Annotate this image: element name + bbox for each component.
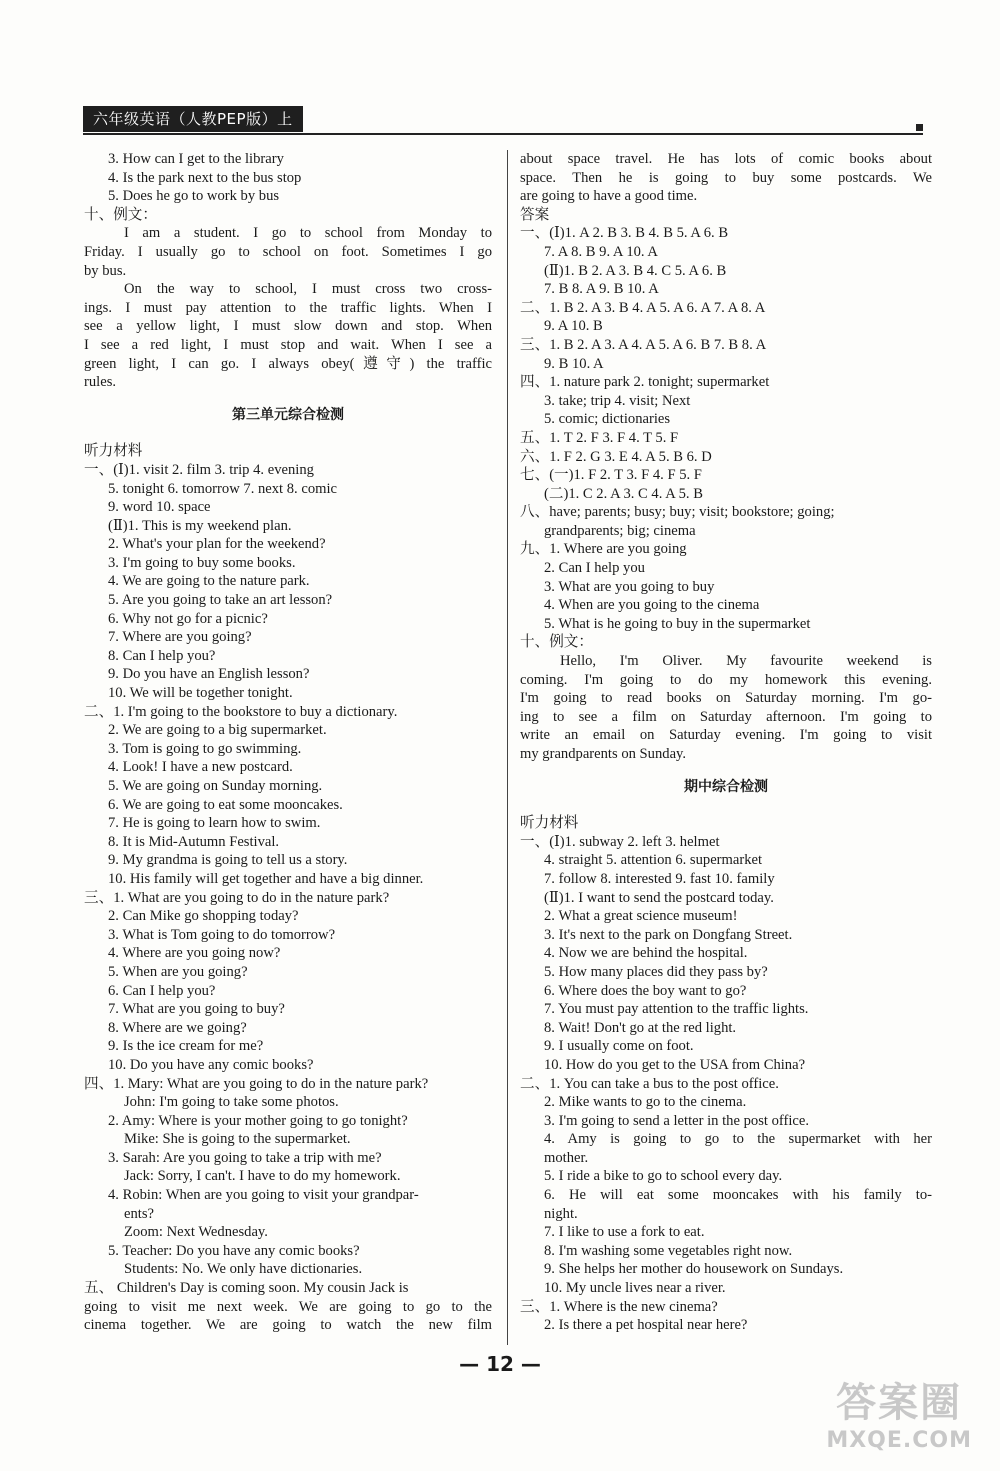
text-line: 3. It's next to the park on Dongfang Street. [544, 926, 793, 943]
text-line: 6. Why not go for a picnic? [108, 610, 268, 627]
text-line: 6. Can I help you? [108, 982, 216, 999]
essay-line: green light, I can go. I always obey(遵守) the traffic [84, 355, 492, 372]
listening-label: 听力材料 [84, 443, 143, 460]
text-line: 二、1. You can take a bus to the post office. [520, 1075, 779, 1092]
text-line: 7. You must pay attention to the traffic lights. [544, 1001, 809, 1018]
answer-line: 七、(一)1. F 2. T 3. F 4. F 5. F [520, 467, 702, 484]
text-line: 7. follow 8. interested 9. fast 10. family [544, 870, 775, 887]
answer-line: 三、1. B 2. A 3. A 4. A 5. A 6. B 7. B 8. A [520, 336, 767, 353]
footer-dash: — [459, 1352, 480, 1376]
section-title: 第三单元综合检测 [232, 406, 344, 423]
text-line: 7. Where are you going? [108, 629, 252, 646]
text-line: 5. How many places did they pass by? [544, 963, 768, 980]
answer-line: 7. A 8. B 9. A 10. A [544, 243, 658, 260]
text-line: 10. How do you get to the USA from China? [544, 1056, 806, 1073]
essay-line: ings. I must pay attention to the traffic lights. When I [84, 299, 492, 316]
text-line: 7. I like to use a fork to eat. [544, 1224, 705, 1241]
text-line: 8. Can I help you? [108, 647, 216, 664]
text-line: night. [544, 1205, 578, 1222]
text-line: 二、1. I'm going to the bookstore to buy a dictionary. [84, 703, 398, 720]
answer-line: 9. B 10. A [544, 355, 604, 372]
answer-line: 五、1. T 2. F 3. F 4. T 5. F [520, 429, 679, 446]
text-line: 6. Where does the boy want to go? [544, 982, 747, 999]
text-line: 9. She helps her mother do housework on Sundays. [544, 1261, 844, 1278]
text-line: 9. Do you have an English lesson? [108, 666, 310, 683]
text-line: John: I'm going to take some photos. [124, 1094, 339, 1111]
text-line: 5. Are you going to take an art lesson? [108, 592, 333, 609]
text-line: 7. He is going to learn how to swim. [108, 815, 321, 832]
answer-line: 一、(Ⅰ)1. A 2. B 3. B 4. B 5. A 6. B [520, 225, 729, 242]
text-line: 10. We will be together tonight. [108, 685, 293, 702]
book-title: 六年级英语（人教PEP版）上 [83, 106, 303, 132]
text-line: 一、(Ⅰ)1. subway 2. left 3. helmet [520, 833, 720, 850]
text-line: 6. We are going to eat some mooncakes. [108, 796, 343, 813]
answer-line: 7. B 8. A 9. B 10. A [544, 281, 659, 298]
text-line: 3. What is Tom going to do tomorrow? [108, 926, 336, 943]
text-line: 4. Now we are behind the hospital. [544, 945, 748, 962]
answer-line: 九、1. Where are you going [520, 541, 687, 558]
essay-line: rules. [84, 374, 117, 391]
text-line: 四、1. Mary: What are you going to do in the nature park? [84, 1075, 429, 1092]
text-line: Jack: Sorry, I can't. I have to do my homework. [124, 1168, 401, 1185]
text-line: Students: No. We only have dictionaries. [124, 1261, 363, 1278]
right-column [520, 150, 932, 1335]
page-number: 12 [486, 1352, 514, 1376]
essay-line: I am a student. I go to school from Monday to [124, 225, 492, 242]
text-line: 3. I'm going to send a letter in the post office. [544, 1112, 809, 1129]
text-line: Mike: She is going to the supermarket. [124, 1131, 351, 1148]
header-rule [83, 133, 923, 135]
corner-watermark [826, 1371, 972, 1453]
text-line: 2. What's your plan for the weekend? [108, 536, 326, 553]
text-line: 10. My uncle lives near a river. [544, 1280, 726, 1297]
text-line: 3. Sarah: Are you going to take a trip with me? [108, 1149, 382, 1166]
text-line: 10. His family will get together and have a big dinner. [108, 870, 424, 887]
text-line: 10. Do you have any comic books? [108, 1056, 314, 1073]
essay-line: Hello, I'm Oliver. My favourite weekend is [560, 653, 932, 670]
text-line: 8. I'm washing some vegetables right now. [544, 1242, 793, 1259]
answer-line: (Ⅱ)1. B 2. A 3. B 4. C 5. A 6. B [544, 262, 727, 279]
answer-line: grandparents; big; cinema [544, 522, 696, 539]
text-line: 3. How can I get to the library [108, 151, 284, 167]
answer-line: 二、1. B 2. A 3. B 4. A 5. A 6. A 7. A 8. A [520, 299, 766, 316]
text-line: 5. I ride a bike to go to school every day. [544, 1168, 783, 1185]
answer-line: (二)1. C 2. A 3. C 4. A 5. B [544, 485, 703, 502]
answer-line: 六、1. F 2. G 3. E 4. A 5. B 6. D [520, 448, 712, 465]
text-line: 三、1. Where is the new cinema? [520, 1298, 718, 1315]
answer-line: 四、1. nature park 2. tonight; supermarket [520, 374, 770, 391]
text-line: mother. [544, 1149, 589, 1166]
text-line: 4. straight 5. attention 6. supermarket [544, 852, 763, 869]
essay-line: write an email on Saturday evening. I'm going to visit [520, 727, 932, 744]
text-line: 8. Where are we going? [108, 1019, 247, 1036]
text-line: 5. Teacher: Do you have any comic books? [108, 1242, 360, 1259]
essay-line: ing to see a film on Saturday afternoon. I'm going to [520, 708, 932, 725]
left-column [84, 150, 492, 1335]
header-square-mark [916, 124, 923, 131]
text-line: 2. Is there a pet hospital near here? [544, 1317, 748, 1334]
essay-line: see a yellow light, I must slow down and stop. When [84, 318, 492, 335]
text-line: going to visit me next week. We are going to go to the [84, 1298, 492, 1315]
text-line: 4. Look! I have a new postcard. [108, 759, 293, 776]
text-line: 6. He will eat some mooncakes with his family to- [544, 1187, 932, 1204]
footer-dash: — [520, 1352, 541, 1376]
text-line: 5. tonight 6. tomorrow 7. next 8. comic [108, 480, 338, 497]
text-line: 三、1. What are you going to do in the nature park? [84, 889, 390, 906]
column-divider [507, 150, 508, 1345]
text-line: 9. word 10. space [108, 499, 211, 516]
essay-line: Friday. I usually go to school on foot. Sometimes I go [84, 243, 492, 260]
text-line: cinema together. We are going to watch the new film [84, 1317, 492, 1334]
answer-line: 5. comic; dictionaries [544, 411, 671, 428]
watermark-url: MXQE.COM [826, 1428, 972, 1453]
text-line: Zoom: Next Wednesday. [124, 1224, 268, 1241]
text-line: 8. It is Mid-Autumn Festival. [108, 833, 280, 850]
answer-line: 4. When are you going to the cinema [544, 597, 760, 614]
text-line: 4. We are going to the nature park. [108, 573, 310, 590]
text-line: 2. Mike wants to go to the cinema. [544, 1094, 747, 1111]
text-line: 4. Is the park next to the bus stop [108, 169, 302, 186]
watermark-logo: 答案圈 [836, 1380, 963, 1426]
answer-line: 3. take; trip 4. visit; Next [544, 392, 691, 409]
text-line: 2. What a great science museum! [544, 908, 738, 925]
text-line: ents? [124, 1205, 154, 1222]
text-line: (Ⅱ)1. I want to send the postcard today. [544, 889, 774, 906]
text-line: are going to have a good time. [520, 188, 698, 205]
essay-line: my grandparents on Sunday. [520, 746, 687, 762]
text-line: 7. What are you going to buy? [108, 1001, 285, 1018]
text-line: 3. I'm going to buy some books. [108, 554, 296, 571]
text-line: 9. I usually come on foot. [544, 1038, 694, 1055]
text-line: 5. When are you going? [108, 963, 248, 980]
answer-line: 9. A 10. B [544, 318, 603, 335]
essay-label: 十、例文： [84, 206, 157, 223]
answer-line: 八、have; parents; busy; buy; visit; bookstore; going; [520, 504, 835, 521]
text-line: 9. My grandma is going to tell us a story. [108, 852, 348, 869]
text-line: (Ⅱ)1. This is my weekend plan. [108, 517, 292, 534]
page-header [83, 106, 923, 134]
text-line: 2. We are going to a big supermarket. [108, 722, 327, 739]
text-line: space. Then he is going to buy some postcards. We [520, 169, 932, 186]
section-title: 期中综合检测 [684, 778, 768, 795]
text-line: 4. Where are you going now? [108, 945, 281, 962]
text-line: 2. Amy: Where is your mother going to go tonight? [108, 1112, 408, 1129]
answer-line: 2. Can I help you [544, 560, 645, 577]
text-line: 4. Robin: When are you going to visit your grandpar- [108, 1187, 419, 1204]
listening-label: 听力材料 [520, 815, 579, 832]
answers-label: 答案 [520, 206, 550, 223]
text-line: 8. Wait! Don't go at the red light. [544, 1019, 737, 1036]
text-line: 5. Does he go to work by bus [108, 188, 280, 205]
essay-label: 十、例文： [520, 634, 593, 651]
answer-line: 5. What is he going to buy in the supermarket [544, 615, 811, 632]
text-line: 五、 Children's Day is coming soon. My cousin Jack is [84, 1280, 409, 1297]
answer-line: 3. What are you going to buy [544, 578, 715, 595]
text-line: 2. Can Mike go shopping today? [108, 908, 299, 925]
text-line: 9. Is the ice cream for me? [108, 1038, 264, 1055]
essay-line: coming. I'm going to do my homework this evening. [520, 671, 932, 688]
text-line: about space travel. He has lots of comic books about [520, 151, 932, 167]
text-line: 4. Amy is going to go to the supermarket with her [544, 1131, 932, 1148]
text-line: 5. We are going on Sunday morning. [108, 778, 323, 794]
text-line: 一、(Ⅰ)1. visit 2. film 3. trip 4. evening [84, 461, 314, 478]
text-line: 3. Tom is going to go swimming. [108, 740, 302, 757]
essay-line: On the way to school, I must cross two cross- [124, 281, 492, 298]
essay-line: by bus. [84, 262, 127, 279]
essay-line: I'm going to read books on Saturday morning. I'm go- [520, 690, 932, 707]
essay-line: I see a red light, I must stop and wait. When I see a [84, 336, 492, 353]
